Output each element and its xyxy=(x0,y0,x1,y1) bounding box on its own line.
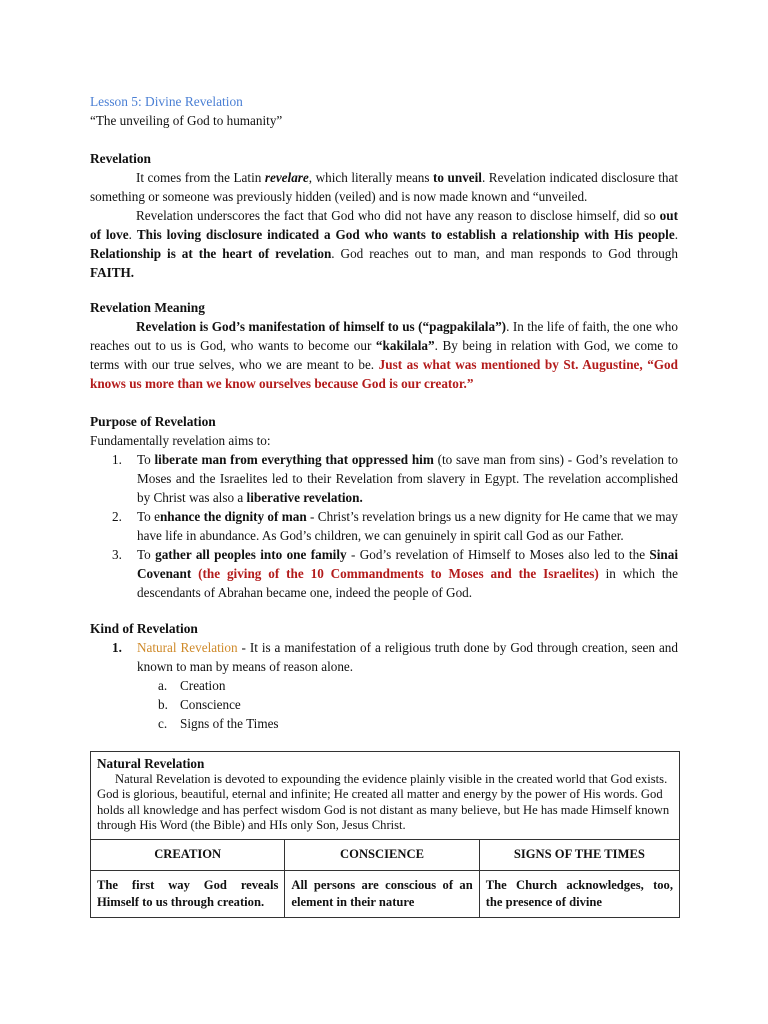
lesson-subtitle: “The unveiling of God to humanity” xyxy=(90,113,283,128)
purpose-intro: Fundamentally revelation aims to: xyxy=(90,433,271,448)
section-meaning xyxy=(90,298,678,393)
heading-revelation: Revelation xyxy=(90,151,151,166)
list-item: 1. To liberate man from everything that oppressed him (to save man from sins) - God’s revelation to Moses and the Israelites led to their Revelation from slavery in Egypt. The revelation accomplished by Christ was also a liberative revelation. xyxy=(112,452,678,505)
column-header-signs: SIGNS OF THE TIMES xyxy=(479,839,679,870)
table-cell-conscience: All persons are conscious of an element in their nature xyxy=(285,870,479,917)
column-header-conscience: CONSCIENCE xyxy=(285,839,479,870)
meaning-paragraph: Revelation is God’s manifestation of himself to us (“pagpakilala”). In the life of faith, the one who reaches out to us is God, who wants to become our “kakilala”. By being in relation with God, we come to terms with our true selves, who we are meant to be. Just as what was mentioned by St. Augustine, “God knows us more than we know ourselves because God is our creator.” xyxy=(90,319,678,391)
section-purpose xyxy=(90,412,678,602)
table-cell-signs: The Church acknowledges, too, the presence of divine xyxy=(479,870,679,917)
natural-revelation-table xyxy=(90,751,680,918)
table-cell-creation: The first way God reveals Himself to us through creation. xyxy=(91,870,285,917)
list-item: 2. To enhance the dignity of man - Christ’s revelation brings us a new dignity for He came that we may have life in abundance. As God’s children, we can genuinely in spirit call God as our Father. xyxy=(112,509,678,543)
kind-sub-list xyxy=(90,676,678,733)
list-item: c. Signs of the Times xyxy=(158,716,279,731)
table-intro-cell xyxy=(91,752,680,840)
column-header-creation: CREATION xyxy=(91,839,285,870)
revelation-paragraph-2: Revelation underscores the fact that God who did not have any reason to disclose himself, did so out of love. This loving disclosure indicated a God who wants to establish a relationship with His people. Relationship is at the heart of revelation. God reaches out to man, and man responds to God through FAITH. xyxy=(90,208,678,280)
lesson-title: Lesson 5: Divine Revelation xyxy=(90,94,243,109)
heading-meaning: Revelation Meaning xyxy=(90,300,205,315)
list-item: b. Conscience xyxy=(158,697,241,712)
revelation-paragraph-1: It comes from the Latin revelare, which literally means to unveil. Revelation indicated disclosure that something or someone was previously hidden (veiled) and is now made known and “unveiled. xyxy=(90,170,678,204)
table-intro-text: Natural Revelation is devoted to expounding the evidence plainly visible in the created world that God exists. God is glorious, beautiful, eternal and infinite; He created all matter and energy by the power of His words. God holds all knowledge and has perfect wisdom God is not distant as many believe, but He has made Himself known through His Word (the Bible) and HIs only Son, Jesus Christ. xyxy=(97,771,670,832)
kind-item-natural: 1. Natural Revelation - It is a manifestation of a religious truth done by God through creation, seen and known to man by means of reason alone. xyxy=(112,640,678,674)
purpose-list xyxy=(90,450,678,602)
list-item: 3. To gather all peoples into one family - God’s revelation of Himself to Moses also led to the Sinai Covenant (the giving of the 10 Commandments to Moses and the Israelites) in which the descendants of Abrahan became one, indeed the people of God. xyxy=(112,547,679,600)
list-item: a. Creation xyxy=(158,678,226,693)
heading-kind: Kind of Revelation xyxy=(90,621,198,636)
table-title: Natural Revelation xyxy=(97,756,205,771)
section-kind xyxy=(90,619,678,733)
section-revelation xyxy=(90,149,678,282)
heading-purpose: Purpose of Revelation xyxy=(90,414,216,429)
